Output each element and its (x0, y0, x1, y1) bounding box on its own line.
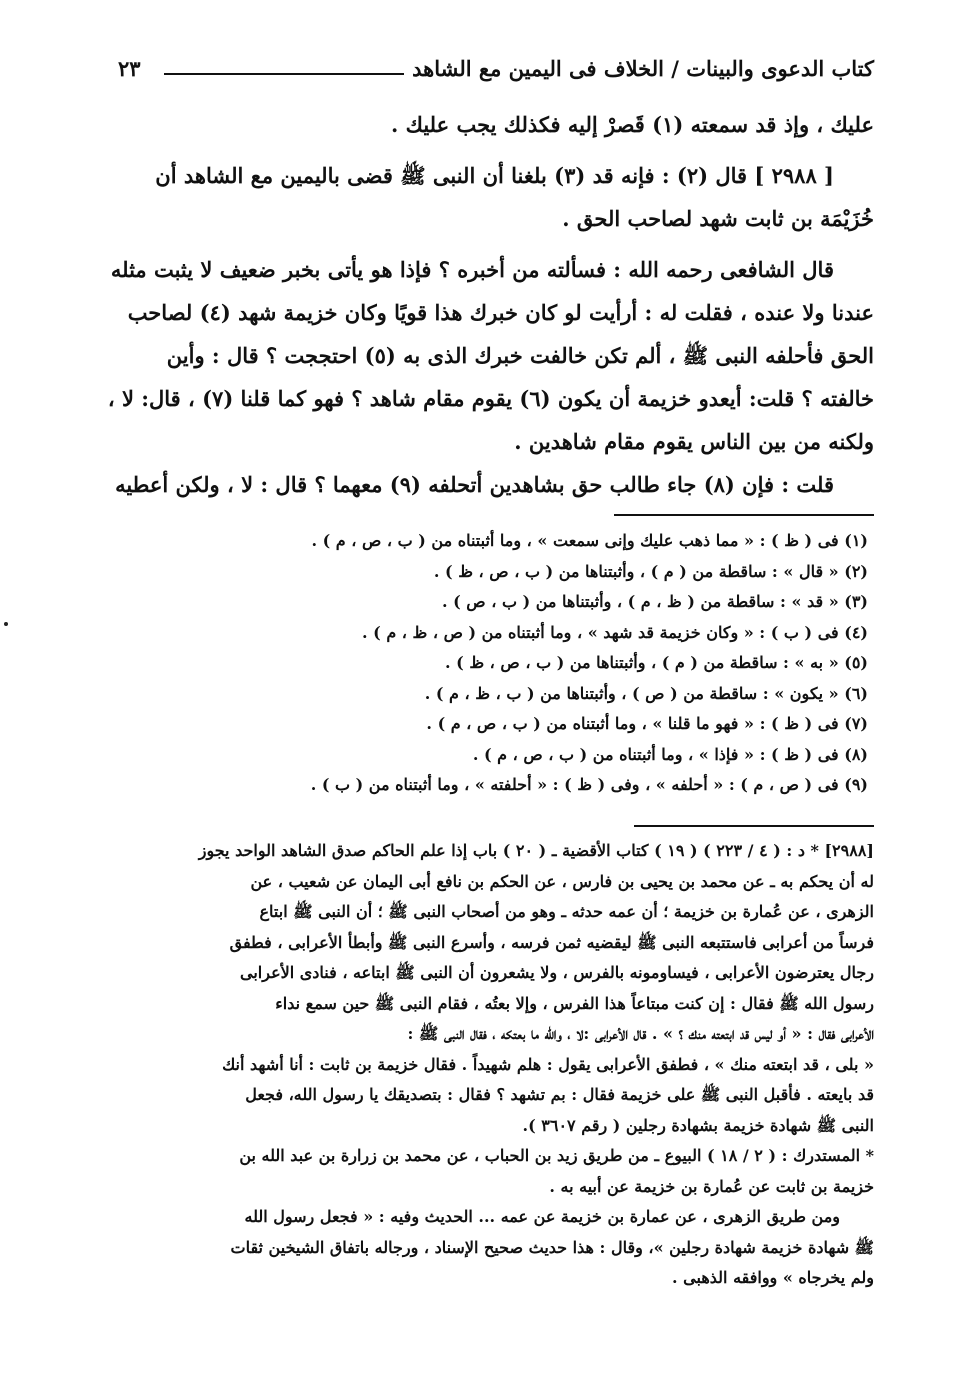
reference-line: فرساً من أعرابى فاستتبعه النبى ﷺ ليقضيه ثمن فرسه ، وأسرع النبى ﷺ وأبطأ الأعرابى ، فطفق (229, 932, 874, 952)
main-text-line: عليك ، وإذ قد سمعته (١) قَصرْ إليه فكذلك يجب عليك . (391, 112, 874, 137)
footnote: (٧) فى ( ظ ) : « فهو ما قلنا » ، وما أثبتناه من ( ب ، ص ، م ) . (426, 714, 868, 733)
hadith-references (118, 836, 874, 1294)
reference-line: رجال يعترضون الأعرابى ، فيساومونه بالفرس ، ولا يشعرون أن النبى ﷺ ابتاعه ، فنادى الأعرابى (240, 963, 874, 982)
main-text-line: عندنا ولا عنده ، فقلت له : أرأيت لو كان خبرك هذا قويًا وكان خزيمة شهد (٤) لصاحب (127, 300, 874, 325)
footnote: (٩) فى ( ص ، م ) : « أحلفه » ، وفى ( ظ ) : « أحلفته » ، وما أثبتناه من ( ب ) . (310, 775, 868, 794)
main-text-line: خالفته ؟ قلت: أيعدو خزيمة أن يكون (٦) يقوم مقام شاهد ؟ فهو كما قلنا (٧) ، قال: لا ، (107, 386, 874, 411)
footnote-separator (614, 514, 874, 516)
reference-line: ﷺ شهادة خزيمة شهادة رجلين »، وقال : هذا حديث صحيح الإسناد ، ورجاله باتفاق الشيخين ثقات (230, 1237, 874, 1257)
references-separator (634, 825, 874, 827)
running-header (118, 56, 874, 90)
reference-line: رسول الله ﷺ فقال : إن كنت مبتاعاً هذا الفرس ، وإلا بعتُه ، فقام النبى ﷺ حين سمع نداء (275, 993, 874, 1013)
footnotes (120, 526, 874, 801)
reference-line: له أن يحكم به ـ عن محمد بن يحيى بن فارس ، عن الحكم بن نافع أبى اليمان عن شعيب ، عن (250, 871, 874, 891)
main-text-line: خُزَيْمَة بن ثابت شهد لصاحب الحق . (562, 206, 874, 231)
main-text-line: ولكنه من بين الناس يقوم مقام شاهدين . (514, 429, 874, 454)
reference-line: الزهرى ، عن عُمارة بن خزيمة ؛ أن عمه حدثه ـ وهو من أصحاب النبى ﷺ ؛ أن النبى ﷺ ابتاع (259, 902, 874, 921)
reference-line: قد بايعته . فأقبل النبى ﷺ على خزيمة فقال : بم تشهد ؟ فقال : بتصديقك يا رسول الله، فجعل (245, 1085, 874, 1104)
running-title: كتاب الدعوى والبينات / الخلاف فى اليمين مع الشاهد (412, 56, 874, 81)
reference-line: [٢٩٨٨] * د : ( ٤ / ٢٢٣ ) ( ١٩ ) كتاب الأقضية ـ ( ٢٠ ) باب إذا علم الحاكم صدق الشاهد الواحد يجوز (198, 841, 874, 860)
reference-line: النبى ﷺ شهادة خزيمة بشهادة رجلين ( رقم ٣٦٠٧ ). (522, 1115, 874, 1135)
main-text-line: قال الشافعى رحمه الله : فسألته من أخبره ؟ فإذا هو يأتى بخبر ضعيف لا يثبت مثله (110, 257, 834, 282)
reference-line: ولم يخرجاه » ووافقه الذهبى . (672, 1268, 874, 1287)
main-text-line: قلت : فإن (٨) جاء طالب حق بشاهدين أتحلفه (٩) معهما ؟ قال : لا ، ولكن أعطيه (115, 472, 834, 497)
footnote: (٨) فى ( ظ ) : « فإذا » ، وما أثبتناه من ( ب ، ص ، م ) . (472, 744, 868, 764)
reference-line: « بلى ، قد ابتعته منك » ، فطفق الأعرابى يقول : هلم شهيداً . فقال خزيمة بن ثابت : أنا أشهد أنك (222, 1054, 874, 1074)
page-number: ٢٣ (118, 56, 141, 81)
footnote: (٥) « به » : ساقطة من ( م ) ، وأثبتناها من ( ب ، ص ، ظ ) . (445, 653, 868, 672)
reference-line: الأعرابى فقال : « أو ليس قد ابتعته منك ؟ » . قال الأعرابى :لا ، والله ما بعتكه ، فقال النبى ﷺ : (407, 1024, 874, 1043)
footnote: (٦) « يكون » : ساقطة من ( ص ) ، وأثبتناها من ( ب ، ظ ، م ) . (424, 683, 868, 703)
footnote: (٣) « قد » : ساقطة من ( ظ ، م ) ، وأثبتناها من ( ب ، ص ) . (442, 592, 868, 611)
reference-line: خزيمة بن ثابت عن عُمارة بن خزيمة عن أبيه به . (549, 1176, 874, 1196)
footnote: (١) فى ( ظ ) : « مما ذهب عليك وإنى سمعت » ، وما أثبتناه من ( ب ، ص ، م ) . (311, 531, 868, 550)
footnote: (٤) فى ( ب ) : « وكان خزيمة قد شهد » ، وما أثبتناه من ( ص ، ظ ، م ) . (362, 622, 868, 642)
main-text (107, 103, 874, 506)
reference-line: ومن طريق الزهرى ، عن عمارة بن خزيمة عن عمه ... الحديث وفيه : « فجعل رسول الله (244, 1207, 840, 1226)
footnote: (٢) « قال » : ساقطة من ( م ) ، وأثبتناها من ( ب ، ص ، ظ ) . (433, 561, 868, 581)
main-text-line: الحق فأحلفه النبى ﷺ ، ألم تكن خالفت خبرك الذى به (٥) احتججت ؟ قال : وأين (166, 343, 874, 368)
reference-line: * المستدرك : ( ٢ / ١٨ ) البيوع ـ من طريق زيد بن الحباب ، عن محمد بن زرارة بن عبد الله بن (239, 1146, 874, 1165)
scan-speck (4, 622, 8, 626)
main-text-line: [ ٢٩٨٨ ] قال (٢) : فإنه قد (٣) بلغنا أن النبى ﷺ قضى باليمين مع الشاهد أن (155, 163, 834, 188)
header-rule (164, 73, 404, 75)
